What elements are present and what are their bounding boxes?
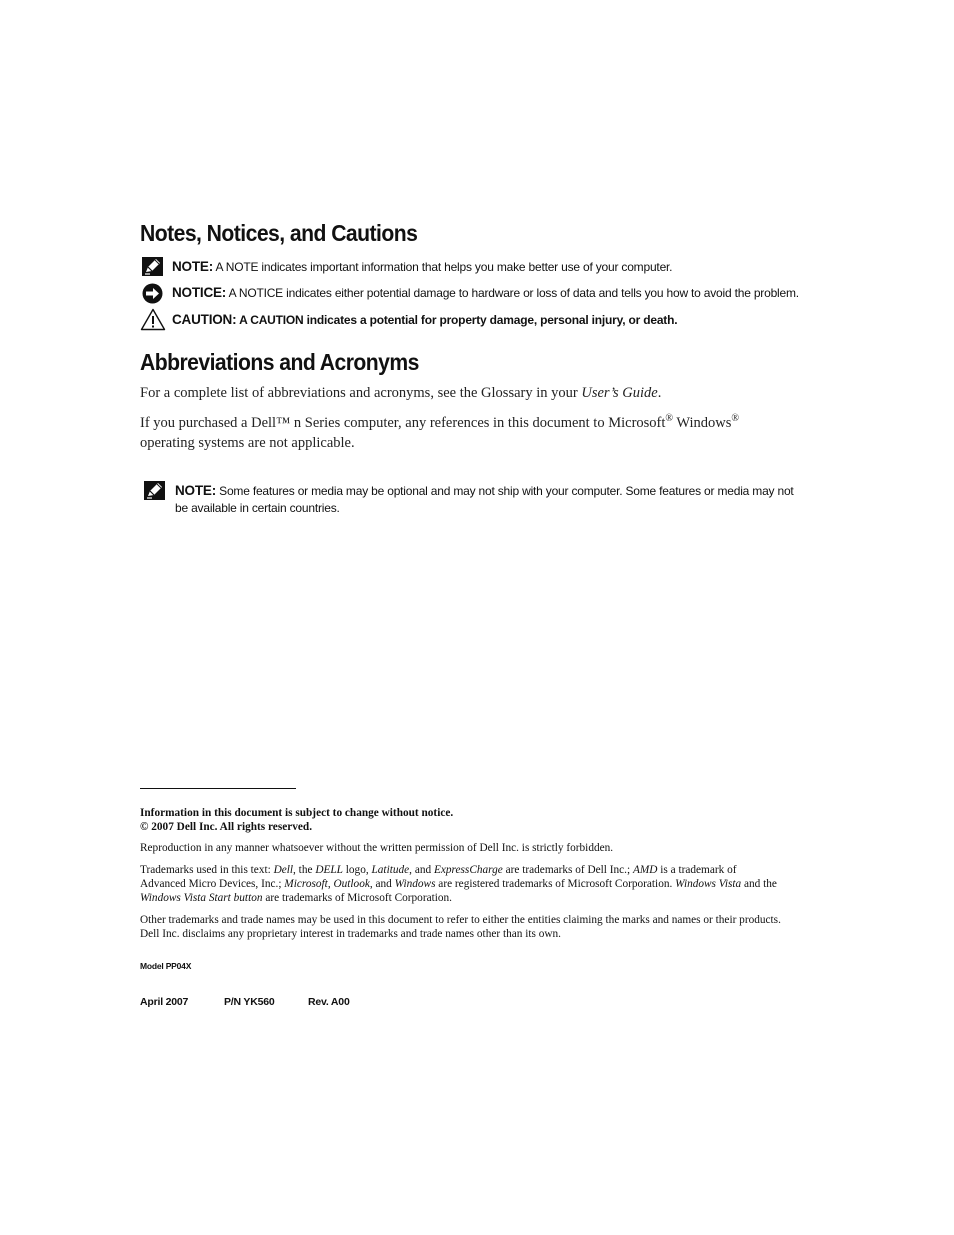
tm-windows-vista: Windows Vista <box>675 878 742 890</box>
other-trademarks-paragraph <box>140 913 781 941</box>
n-series-line2: operating systems are not applicable. <box>140 434 355 451</box>
n-series-line1 <box>140 409 739 433</box>
section-title-abbreviations: Abbreviations and Acronyms <box>140 349 419 375</box>
tm-text: logo, <box>342 864 372 876</box>
trademarks-paragraph <box>140 863 777 905</box>
note-line <box>172 259 672 274</box>
n-series-text1: If you purchased a Dell™ n Series computer, any references in this document to Microsoft <box>140 414 666 431</box>
glossary-text: For a complete list of abbreviations and acronyms, see the Glossary in your <box>140 385 582 401</box>
tm-text: Trademarks used in this text: <box>140 864 274 876</box>
note2-line2: be available in certain countries. <box>175 501 340 515</box>
note2-line1 <box>175 482 794 500</box>
model-number: Model PP04X <box>140 961 192 971</box>
caution-line <box>172 312 677 327</box>
tm-text: , and <box>409 864 434 876</box>
section-title-notes: Notes, Notices, and Cautions <box>140 220 418 246</box>
tm-dell-logo: DELL <box>315 864 343 876</box>
caution-triangle-icon <box>140 308 166 331</box>
n-series-paragraph <box>140 409 739 453</box>
footnote-divider <box>140 788 296 789</box>
caution-text: A CAUTION indicates a potential for property damage, personal injury, or death. <box>236 313 678 327</box>
tm-text: and the <box>741 878 777 890</box>
users-guide-ref: User’s Guide <box>581 385 658 401</box>
glossary-end: . <box>657 385 662 401</box>
note2-label: NOTE: <box>175 483 216 498</box>
tm-windows: Windows <box>394 878 436 890</box>
tm-text: are registered trademarks of Microsoft Corporation. <box>435 878 676 890</box>
tm-text: Advanced Micro Devices, Inc.; <box>140 878 285 890</box>
tm-vista-start-button: Windows Vista Start button <box>140 892 263 904</box>
tm-microsoft: Microsoft <box>284 878 328 890</box>
tm-text: , <box>327 878 334 890</box>
notice-text: A NOTICE indicates either potential damage to hardware or loss of data and tells you how to avoid the problem. <box>226 286 799 300</box>
reproduction-notice: Reproduction in any manner whatsoever without the written permission of Dell Inc. is strictly forbidden. <box>140 842 614 854</box>
tm-text: are trademarks of Microsoft Corporation. <box>262 892 452 904</box>
tm-amd: AMD <box>632 864 658 876</box>
caution-label: CAUTION: <box>172 312 237 327</box>
note-label: NOTE: <box>172 259 213 274</box>
tm-expresscharge: ExpressCharge <box>433 864 503 876</box>
other-trademarks-line1: Other trademarks and trade names may be used in this document to refer to either the entities claiming the marks and names or their products. <box>140 914 781 926</box>
legal-notice <box>140 806 453 834</box>
legal-change-notice: Information in this document is subject to change without notice. <box>140 807 454 819</box>
tm-latitude: Latitude <box>371 864 410 876</box>
note-pencil-icon <box>144 481 165 500</box>
tm-outlook: Outlook <box>333 878 370 890</box>
notice-line <box>172 285 799 300</box>
note-text: A NOTE indicates important information that helps you make better use of your computer. <box>213 260 673 274</box>
n-series-text2: Windows <box>673 414 732 431</box>
tm-text: is a trademark of <box>657 864 737 876</box>
other-trademarks-line2: Dell Inc. disclaims any proprietary interest in trademarks and trade names other than its own. <box>140 928 561 940</box>
part-number: P/N YK560 <box>224 996 275 1008</box>
trademarks-line2 <box>140 877 777 891</box>
revision: Rev. A00 <box>308 996 350 1008</box>
notice-arrow-icon <box>142 283 163 304</box>
tm-text: , the <box>293 864 316 876</box>
tm-text: are trademarks of Dell Inc.; <box>502 864 633 876</box>
trademarks-line1 <box>140 863 777 877</box>
note2-block <box>175 482 794 517</box>
registered-mark-2: ® <box>731 413 739 424</box>
release-date: April 2007 <box>140 996 189 1008</box>
note2-text1: Some features or media may be optional and may not ship with your computer. Some features or media may not <box>216 484 794 498</box>
registered-mark: ® <box>665 413 674 424</box>
notice-label: NOTICE: <box>172 285 227 300</box>
tm-text: , and <box>369 878 395 890</box>
glossary-paragraph <box>140 385 661 402</box>
copyright: © 2007 Dell Inc. All rights reserved. <box>140 821 313 833</box>
tm-dell: Dell <box>273 864 294 876</box>
note-pencil-icon <box>142 257 163 276</box>
trademarks-line3 <box>140 891 777 905</box>
